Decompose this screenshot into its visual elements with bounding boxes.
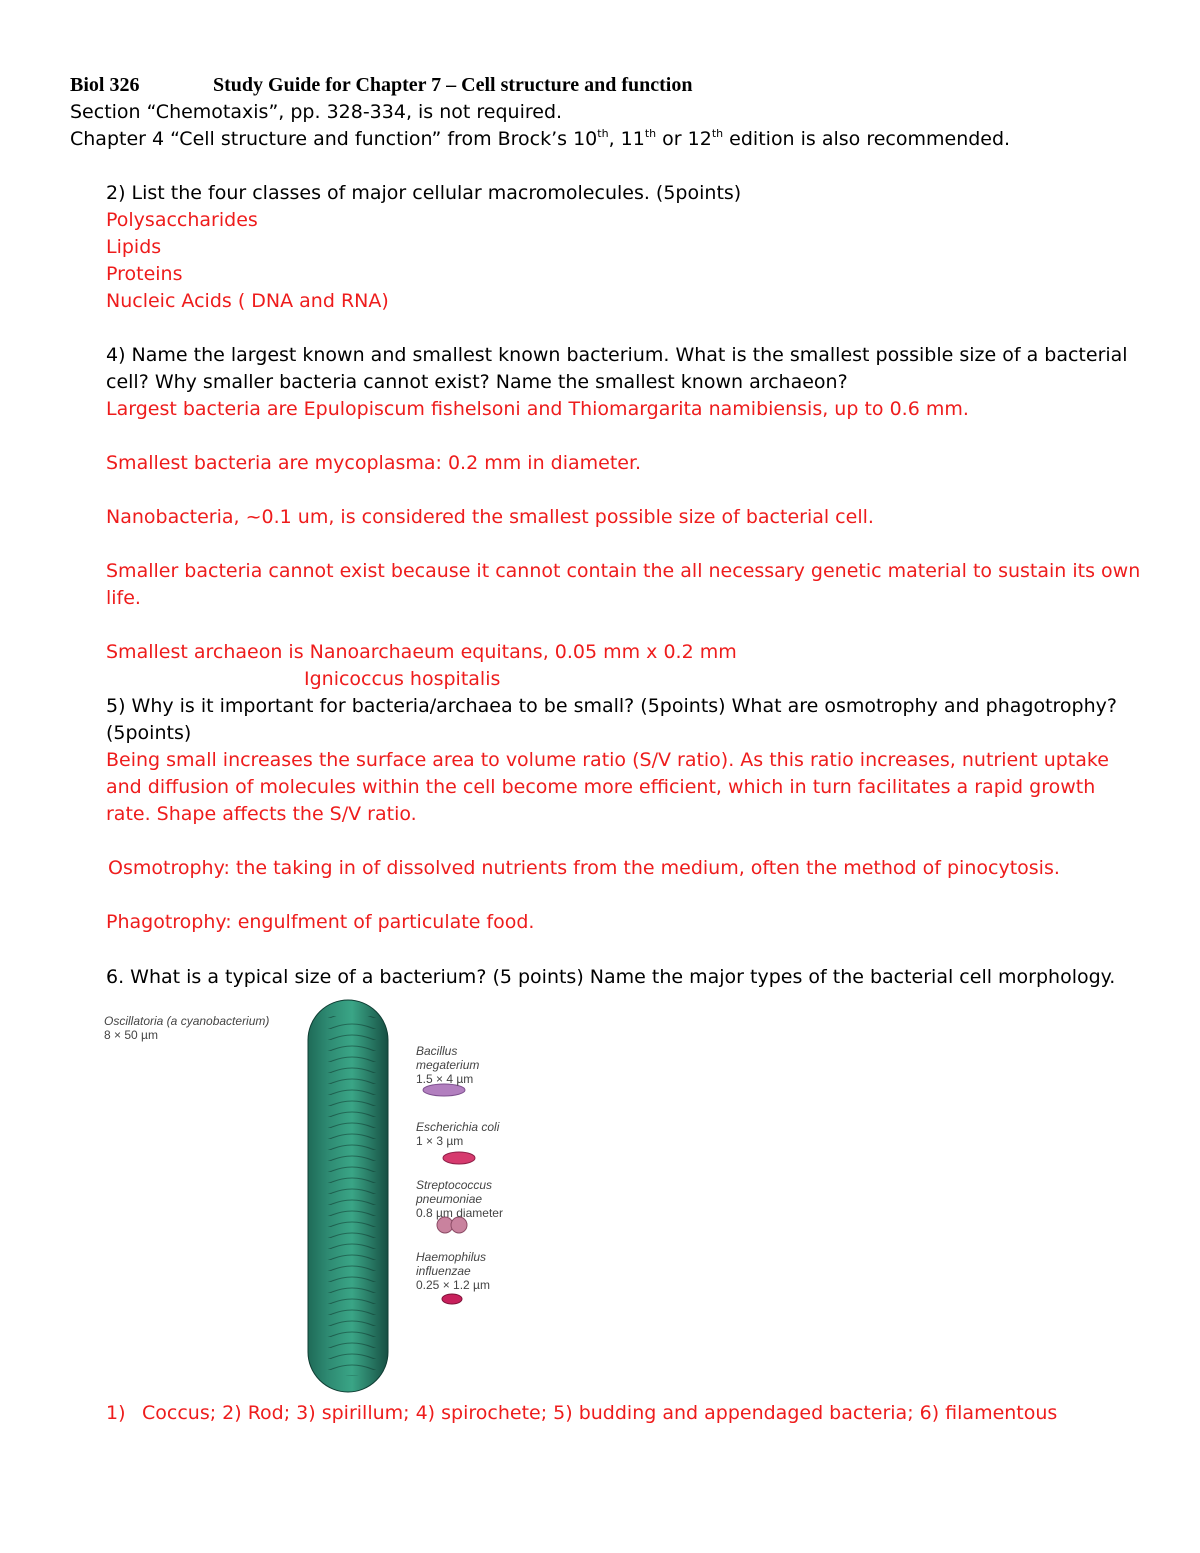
answer-6-morphology: Coccus; 2) Rod; 3) spirillum; 4) spirochete; 5) budding and appendaged bacteria; 6) filamentous: [142, 1402, 1058, 1424]
haemophilus-size: 0.25 × 1.2 µm: [416, 1278, 490, 1292]
page-title: Study Guide for Chapter 7 – Cell structure and function: [213, 74, 693, 96]
answer-4-why-line-1: Smaller bacteria cannot exist because it cannot contain the all necessary genetic material to sustain its own: [106, 560, 1141, 582]
answer-5-line-3: rate. Shape affects the S/V ratio.: [106, 803, 417, 825]
answer-2-item: Proteins: [106, 263, 183, 285]
haemophilus-label-2: influenzae: [416, 1264, 471, 1278]
question-5-line-2: (5points): [106, 722, 192, 744]
answer-2-item: Lipids: [106, 236, 162, 258]
haemophilus-cell-icon: [442, 1294, 462, 1304]
oscillatoria-label: Oscillatoria (a cyanobacterium): [104, 1014, 270, 1028]
bacillus-size: 1.5 × 4 µm: [416, 1072, 474, 1086]
bacillus-label-2: megaterium: [416, 1058, 480, 1072]
answer-5-osmotrophy: Osmotrophy: the taking in of dissolved nutrients from the medium, often the method of pinocytosis.: [102, 857, 1060, 879]
header-note-2-part-b: , 11: [608, 128, 645, 150]
ecoli-size: 1 × 3 µm: [416, 1134, 464, 1148]
question-2: 2) List the four classes of major cellular macromolecules. (5points): [106, 182, 742, 204]
streptococcus-label-2: pneumoniae: [416, 1192, 483, 1206]
answer-5-line-2: and diffusion of molecules within the cell become more efficient, which in turn facilitates a rapid growth: [106, 776, 1096, 798]
bacillus-label-1: Bacillus: [416, 1044, 458, 1058]
ecoli-cell-icon: [443, 1152, 475, 1164]
sup-th-3: th: [711, 127, 724, 140]
answer-2-item: Nucleic Acids ( DNA and RNA): [106, 290, 389, 312]
course-code: Biol 326: [70, 74, 140, 96]
sup-th-2: th: [644, 127, 657, 140]
header-note-1: Section “Chemotaxis”, pp. 328-334, is not required.: [70, 101, 563, 123]
streptococcus-label-1: Streptococcus: [416, 1178, 493, 1192]
oscillatoria-size: 8 × 50 µm: [104, 1028, 158, 1042]
header-note-2-part-a: Chapter 4 “Cell structure and function” from Brock’s 10: [70, 128, 598, 150]
answer-6-number: 1): [106, 1402, 126, 1424]
question-4-line-2: cell? Why smaller bacteria cannot exist? Name the smallest known archaeon?: [106, 371, 848, 393]
ecoli-label: Escherichia coli: [416, 1120, 500, 1134]
sup-th-1: th: [597, 127, 609, 140]
answer-5-phagotrophy: Phagotrophy: engulfment of particulate food.: [106, 911, 535, 933]
answer-4-archaeon: Smallest archaeon is Nanoarchaeum equitans, 0.05 mm x 0.2 mm: [106, 641, 737, 663]
haemophilus-label-1: Haemophilus: [416, 1250, 487, 1264]
answer-4-why-line-2: life.: [106, 587, 141, 609]
answer-2-item: Polysaccharides: [106, 209, 258, 231]
question-4-line-1: 4) Name the largest known and smallest known bacterium. What is the smallest possible size of a bacterial: [106, 344, 1128, 366]
header-note-2: [70, 126, 1010, 153]
oscillatoria-cell-icon: [308, 1000, 388, 1392]
answer-5-line-1: Being small increases the surface area to volume ratio (S/V ratio). As this ratio increases, nutrient uptake: [106, 749, 1109, 771]
answer-4-archaeon-host: Ignicoccus hospitalis: [304, 668, 501, 690]
cell-size-figure: [92, 996, 542, 1396]
answer-4-smallest: Smallest bacteria are mycoplasma: 0.2 mm in diameter.: [106, 452, 642, 474]
streptococcus-size: 0.8 µm diameter: [416, 1206, 503, 1220]
answer-4-nanobacteria: Nanobacteria, ~0.1 um, is considered the smallest possible size of bacterial cell.: [106, 506, 874, 528]
header-note-2-part-d: edition is also recommended.: [723, 128, 1011, 150]
header-note-2-part-c: or 12: [656, 128, 712, 150]
question-5-line-1: 5) Why is it important for bacteria/archaea to be small? (5points) What are osmotrophy and phagotrophy?: [106, 695, 1117, 717]
answer-4-largest: Largest bacteria are Epulopiscum fishelsoni and Thiomargarita namibiensis, up to 0.6 mm.: [106, 398, 969, 420]
question-6: 6. What is a typical size of a bacterium? (5 points) Name the major types of the bacterial cell morphology.: [106, 966, 1116, 988]
